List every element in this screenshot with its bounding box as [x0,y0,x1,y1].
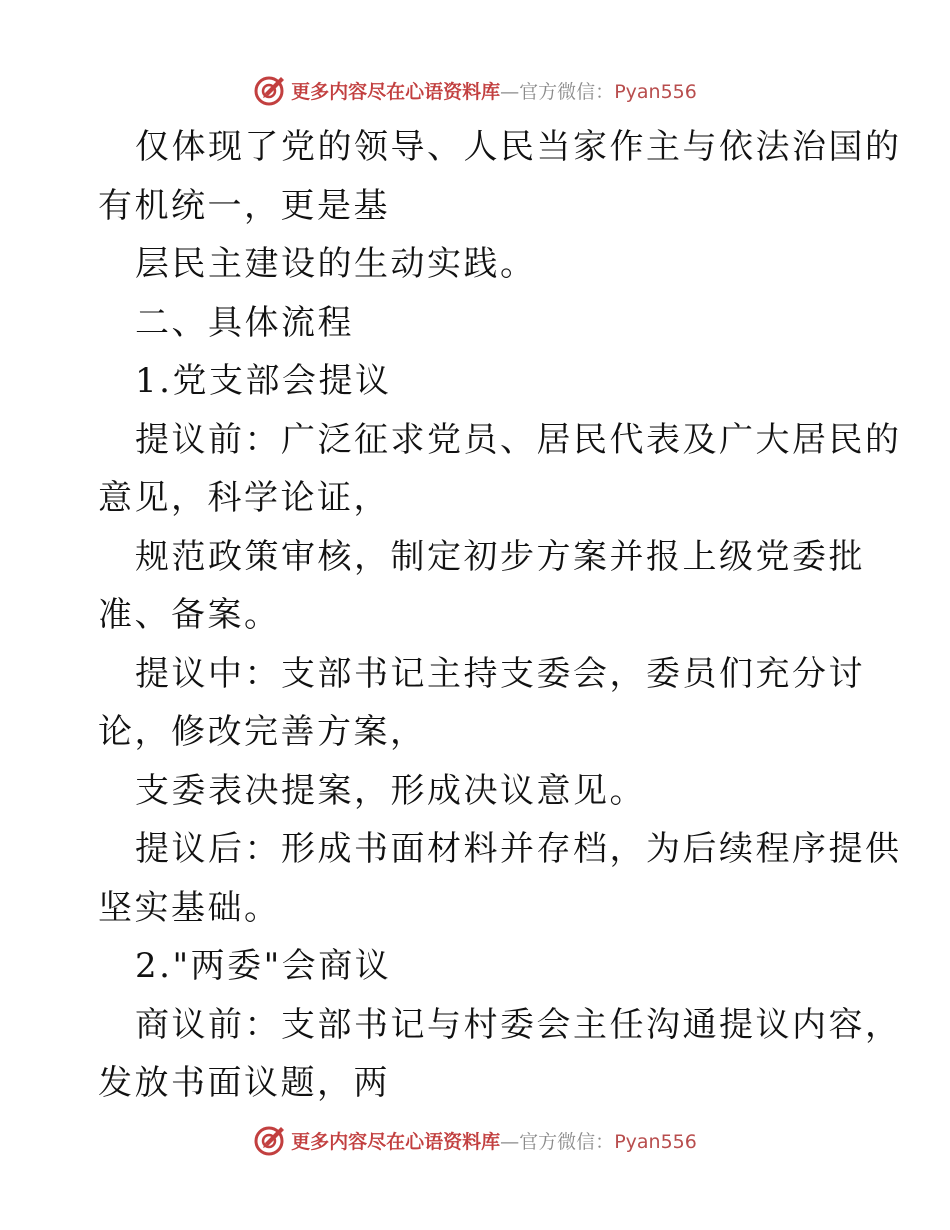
banner-main-text: 更多内容尽在心语资料库 [291,80,501,103]
pen-logo-icon [253,1123,287,1157]
text-line: 坚实基础。 [98,887,281,928]
text-line: 规范政策审核，制定初步方案并报上级党委批 [135,536,865,577]
banner-main-text: 更多内容尽在心语资料库 [291,1130,501,1153]
banner-sub-text: 官方微信： [519,80,615,103]
text-line: 1.党支部会提议 [135,361,392,401]
text-line: 发放书面议题，两 [98,1063,390,1103]
document-body [98,118,902,1113]
banner-dash: — [500,1130,520,1153]
text-line: 商议前：支部书记与村委会主任沟通提议内容， [135,1004,902,1045]
text-line: 层民主建设的生动实践。 [135,244,537,284]
banner-wechat-id: Pyan556 [614,80,697,103]
text-line: 意见，科学论证， [98,478,390,518]
text-line: 支委表决提案，形成决议意见。 [135,770,646,811]
text-line: 准、备案。 [98,595,281,635]
banner-text [291,1127,697,1154]
banner-wechat-id: Pyan556 [614,1130,697,1153]
text-line: 提议中：支部书记主持支委会，委员们充分讨 [135,653,865,694]
text-line: 提议后：形成书面材料并存档，为后续程序提供 [135,829,902,869]
banner-sub-text: 官方微信： [519,1130,615,1153]
text-line: 仅体现了党的领导、人民当家作主与依法治国的 [135,127,902,167]
banner-text [291,77,697,104]
header-watermark-banner [0,70,950,110]
text-line: 论，修改完善方案， [98,712,427,752]
text-line: 有机统一，更是基 [98,185,390,226]
pen-logo-icon [253,73,287,107]
text-line: 2."两委"会商议 [135,946,392,986]
text-line: 提议前：广泛征求党员、居民代表及广大居民的 [135,419,902,460]
text-line: 二、具体流程 [135,302,354,343]
banner-dash: — [500,80,520,103]
footer-watermark-banner [0,1120,950,1160]
